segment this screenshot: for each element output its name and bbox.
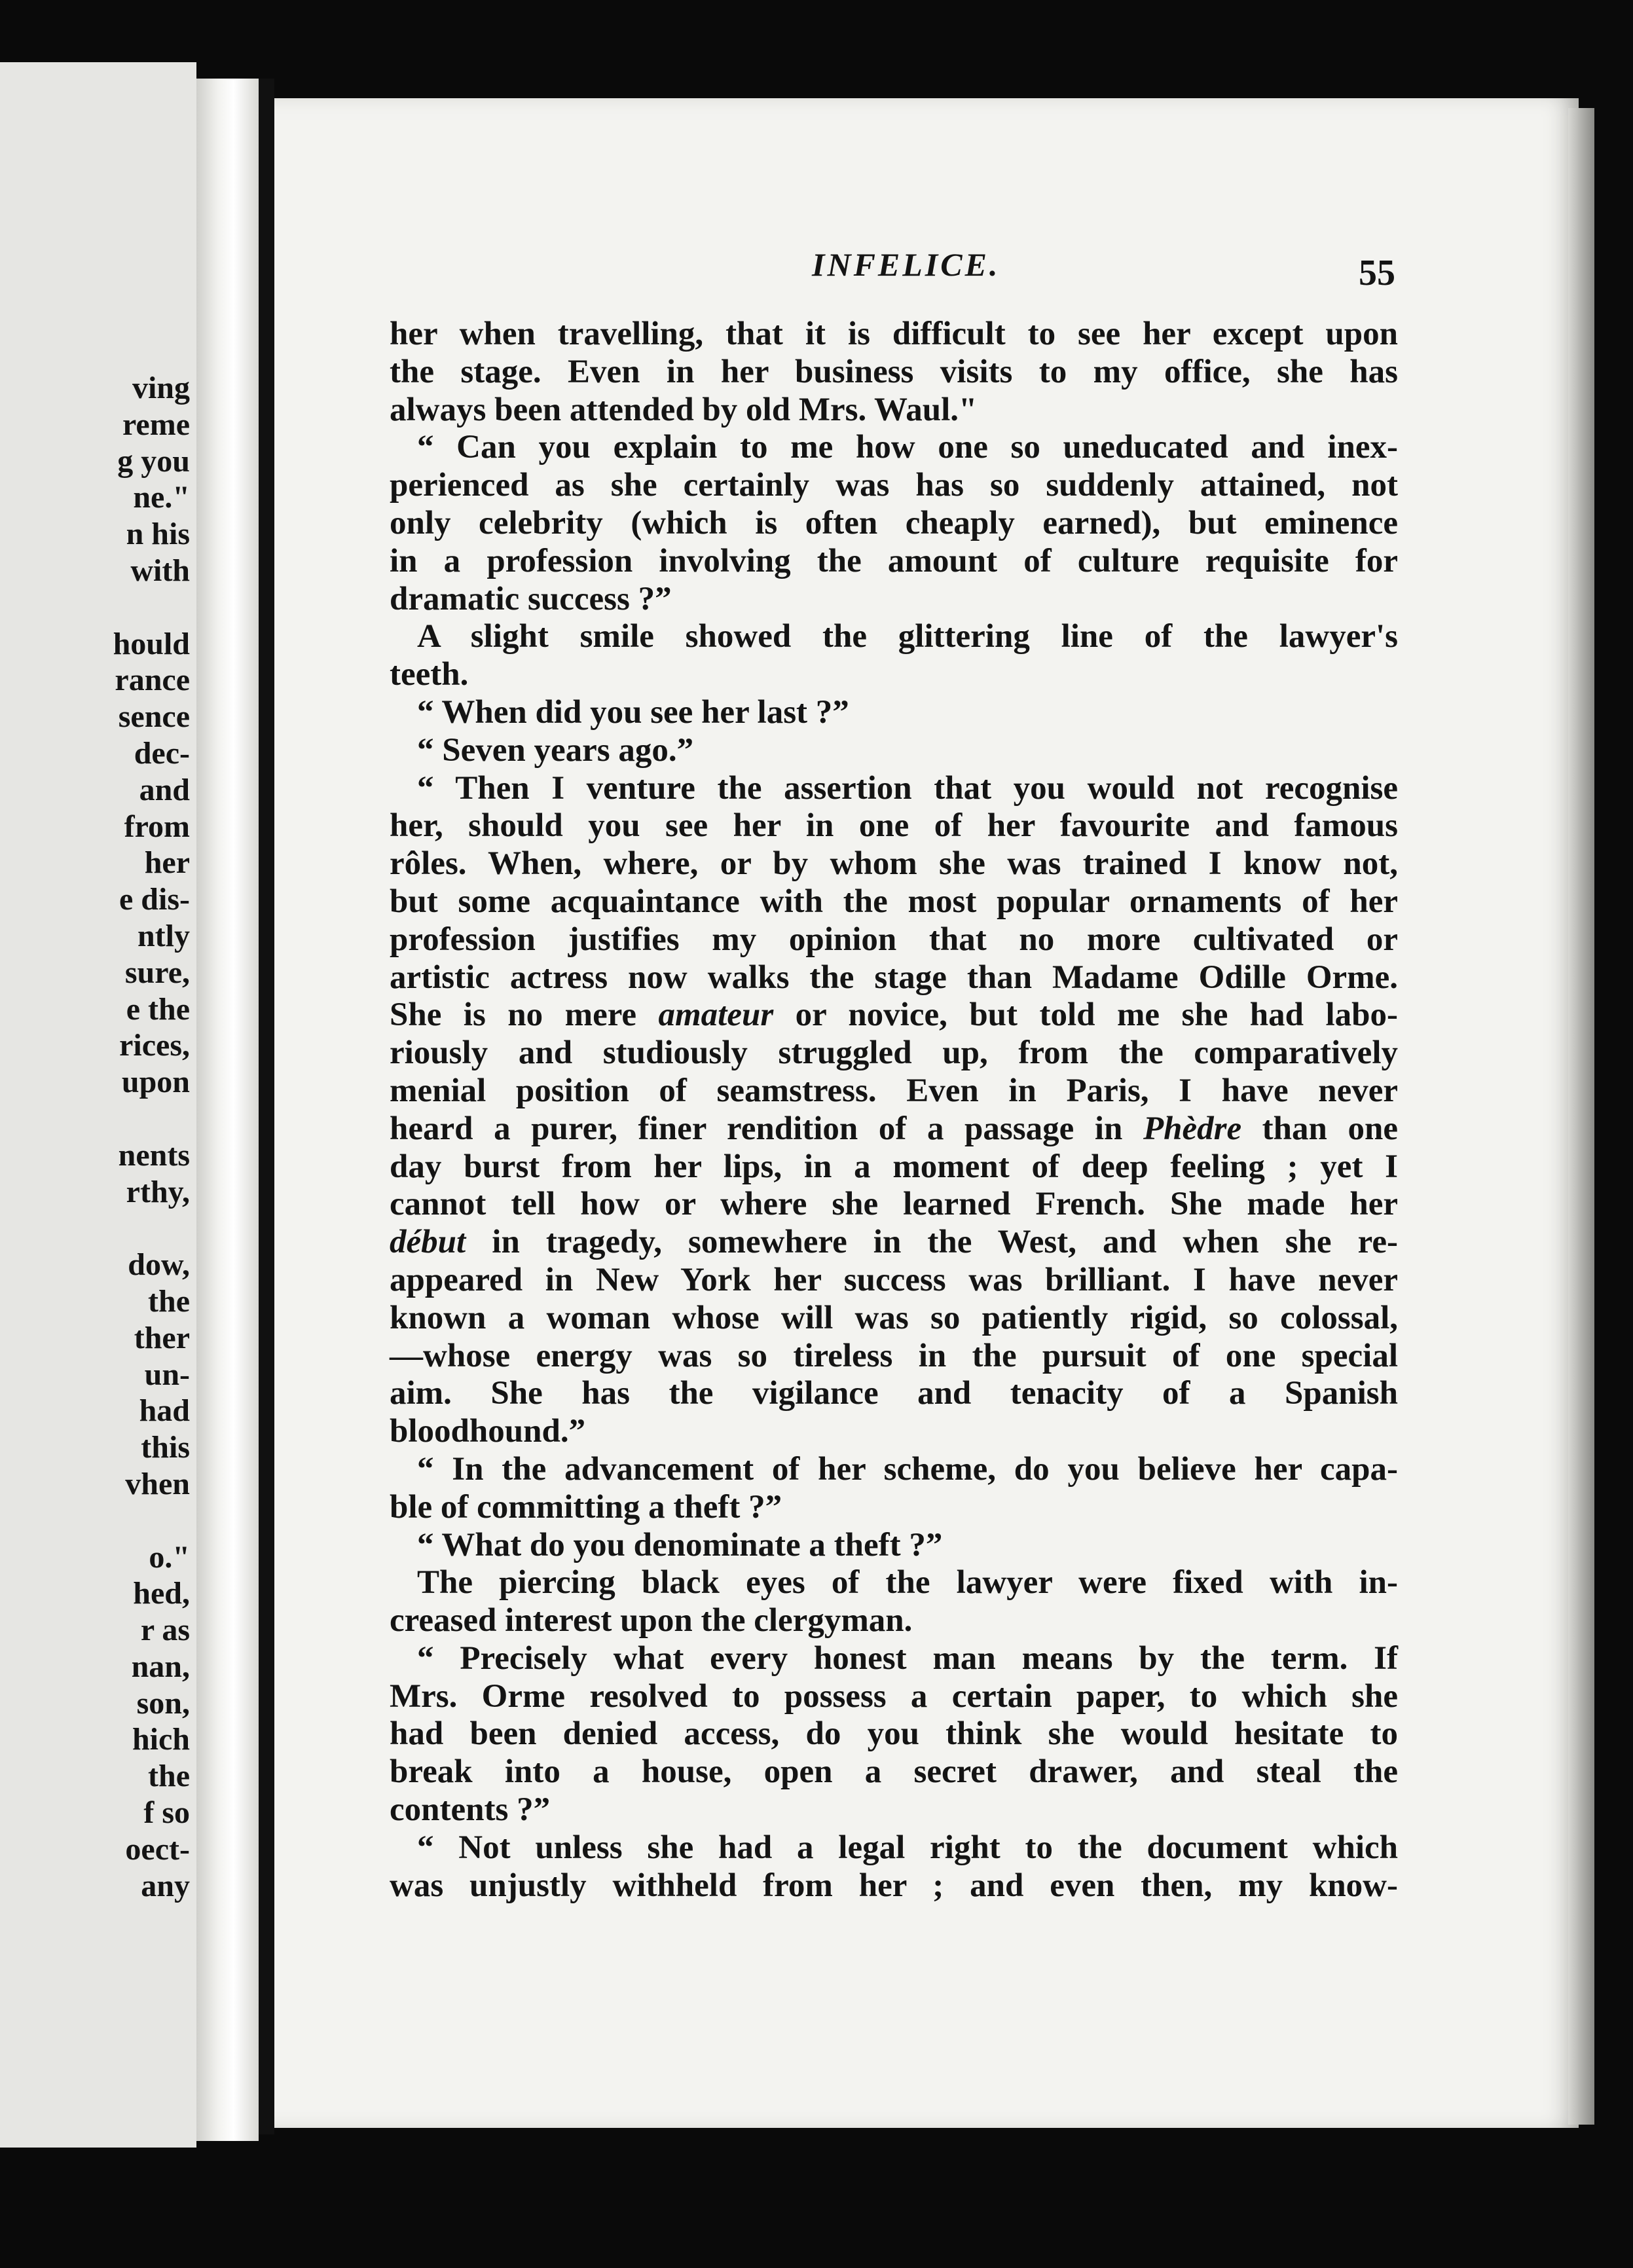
- text-line: menial position of seamstress. Even in Paris, I have never: [390, 1072, 1398, 1109]
- previous-page-line: from: [124, 809, 190, 844]
- previous-page-line: and: [139, 772, 190, 807]
- previous-page-margin-text: [0, 370, 196, 1904]
- previous-page-line: e dis-: [119, 882, 190, 917]
- running-head: INFELICE.: [812, 246, 1000, 283]
- text-line: known a woman whose will was so patiently rigid, so colossal,: [390, 1299, 1398, 1336]
- previous-page-line: this: [141, 1430, 190, 1465]
- body-text: [390, 316, 1398, 1905]
- previous-page-line: n his: [126, 517, 190, 552]
- page-edge-shadow: [1568, 108, 1594, 2125]
- text-line: but some acquaintance with the most popular ornaments of her: [390, 883, 1398, 920]
- text-line: “ Then I venture the assertion that you would not recognise: [417, 769, 1398, 807]
- text-line: —whose energy was so tireless in the pursuit of one special: [390, 1337, 1398, 1374]
- previous-page-line: any: [141, 1868, 190, 1903]
- previous-page-line: with: [130, 553, 190, 588]
- text-line: was unjustly withheld from her ; and even then, my know-: [390, 1867, 1398, 1904]
- text-line: “ In the advancement of her scheme, do you believe her capa-: [417, 1450, 1398, 1488]
- text-line: dramatic success ?”: [390, 580, 672, 617]
- text-line: her when travelling, that it is difficult to see her except upon: [390, 316, 1398, 352]
- previous-page-line: r as: [140, 1613, 190, 1648]
- text-line: ble of committing a theft ?”: [390, 1488, 782, 1526]
- previous-page-line: rices,: [119, 1028, 190, 1063]
- previous-page-line: [0, 1210, 196, 1247]
- text-line: “ Can you explain to me how one so uneducated and inex-: [417, 429, 1398, 466]
- previous-page: [0, 62, 196, 2148]
- previous-page-line: reme: [122, 407, 190, 442]
- text-line: “ When did you see her last ?”: [417, 693, 849, 731]
- text-line: bloodhound.”: [390, 1413, 586, 1450]
- text-line: artistic actress now walks the stage than Madame Odille Orme.: [390, 959, 1398, 996]
- text-line: profession justifies my opinion that no more cultivated or: [390, 921, 1398, 958]
- text-run: heard a purer, finer rendition of a passage in: [390, 1110, 1143, 1147]
- previous-page-line: dec-: [134, 735, 190, 771]
- text-line: riously and studiously struggled up, from the comparatively: [390, 1034, 1398, 1072]
- previous-page-line: nan,: [131, 1649, 190, 1684]
- text-line: “ What do you denominate a theft ?”: [417, 1526, 943, 1564]
- text-line: creased interest upon the clergyman.: [390, 1602, 913, 1639]
- previous-page-line: dow,: [128, 1247, 190, 1283]
- previous-page-line: nents: [118, 1137, 190, 1173]
- italic-text-run: amateur: [658, 997, 774, 1034]
- text-line: “ Not unless she had a legal right to the document which: [417, 1829, 1398, 1866]
- text-line: had been denied access, do you think she would hesitate to: [390, 1715, 1398, 1753]
- text-line: A slight smile showed the glittering line of the lawyer's: [417, 618, 1398, 655]
- previous-page-line: sure,: [124, 955, 190, 990]
- text-line: teeth.: [390, 656, 469, 693]
- previous-page-line: ne.": [133, 480, 190, 515]
- text-line: appeared in New York her success was brilliant. I have never: [390, 1261, 1398, 1298]
- text-line: [390, 1110, 1398, 1148]
- previous-page-line: oect-: [125, 1831, 190, 1867]
- previous-page-line: hed,: [133, 1576, 190, 1611]
- previous-page-line: upon: [121, 1065, 190, 1100]
- previous-page-line: hould: [113, 626, 190, 661]
- previous-page-line: ther: [134, 1320, 190, 1355]
- text-line: perienced as she certainly was has so suddenly attained, not: [390, 467, 1398, 504]
- text-run: in tragedy, somewhere in the West, and when she re-: [466, 1224, 1398, 1261]
- page-number: 55: [1359, 253, 1395, 293]
- previous-page-line: [0, 1503, 196, 1539]
- previous-page-line: un-: [144, 1357, 190, 1392]
- previous-page-line: vhen: [125, 1466, 190, 1501]
- text-line: only celebrity (which is often cheaply earned), but eminence: [390, 504, 1398, 541]
- text-line: contents ?”: [390, 1791, 551, 1829]
- text-line: in a profession involving the amount of culture requisite for: [390, 542, 1398, 579]
- previous-page-line: had: [139, 1393, 190, 1429]
- italic-text-run: Phèdre: [1143, 1110, 1242, 1147]
- previous-page-line: ving: [132, 371, 190, 405]
- text-line: [390, 997, 1398, 1034]
- text-line: the stage. Even in her business visits to my office, she has: [390, 353, 1398, 390]
- text-line: The piercing black eyes of the lawyer were fixed with in-: [417, 1564, 1398, 1601]
- text-line: aim. She has the vigilance and tenacity of a Spanish: [390, 1375, 1398, 1412]
- italic-text-run: début: [390, 1224, 466, 1261]
- previous-page-line: the: [148, 1759, 190, 1794]
- previous-page-line: hich: [132, 1722, 190, 1757]
- previous-page-line: [0, 589, 196, 626]
- previous-page-line: rance: [115, 663, 190, 698]
- previous-page-line: sence: [118, 699, 190, 735]
- previous-page-line: son,: [136, 1685, 190, 1721]
- text-line: “ Precisely what every honest man means by the term. If: [417, 1639, 1398, 1677]
- text-line: always been attended by old Mrs. Waul.": [390, 391, 978, 428]
- text-line: rôles. When, where, or by whom she was trained I know not,: [390, 845, 1398, 883]
- book-spine: [259, 79, 274, 2134]
- previous-page-line: o.": [149, 1539, 190, 1575]
- text-line: her, should you see her in one of her favourite and famous: [390, 807, 1398, 845]
- text-line: “ Seven years ago.”: [417, 731, 694, 769]
- previous-page-line: the: [148, 1283, 190, 1319]
- previous-page-line: rthy,: [126, 1174, 190, 1209]
- text-line: break into a house, open a secret drawer, and steal the: [390, 1753, 1398, 1791]
- previous-page-line: e the: [126, 991, 190, 1027]
- text-line: cannot tell how or where she learned French. She made her: [390, 1186, 1398, 1223]
- text-run: or novice, but told me she had labo-: [773, 997, 1398, 1034]
- text-line: Mrs. Orme resolved to possess a certain paper, to which she: [390, 1677, 1398, 1715]
- text-run: She is no mere: [390, 997, 659, 1034]
- previous-page-line: her: [144, 845, 190, 881]
- previous-page-line: f so: [143, 1795, 190, 1831]
- text-run: than one: [1241, 1110, 1398, 1147]
- previous-page-line: ntly: [137, 918, 190, 953]
- text-line: day burst from her lips, in a moment of deep feeling ; yet I: [390, 1148, 1398, 1185]
- previous-page-line: g you: [117, 443, 190, 479]
- previous-page-line: [0, 1101, 196, 1137]
- page-gutter: [196, 79, 259, 2141]
- text-line: [390, 1224, 1398, 1262]
